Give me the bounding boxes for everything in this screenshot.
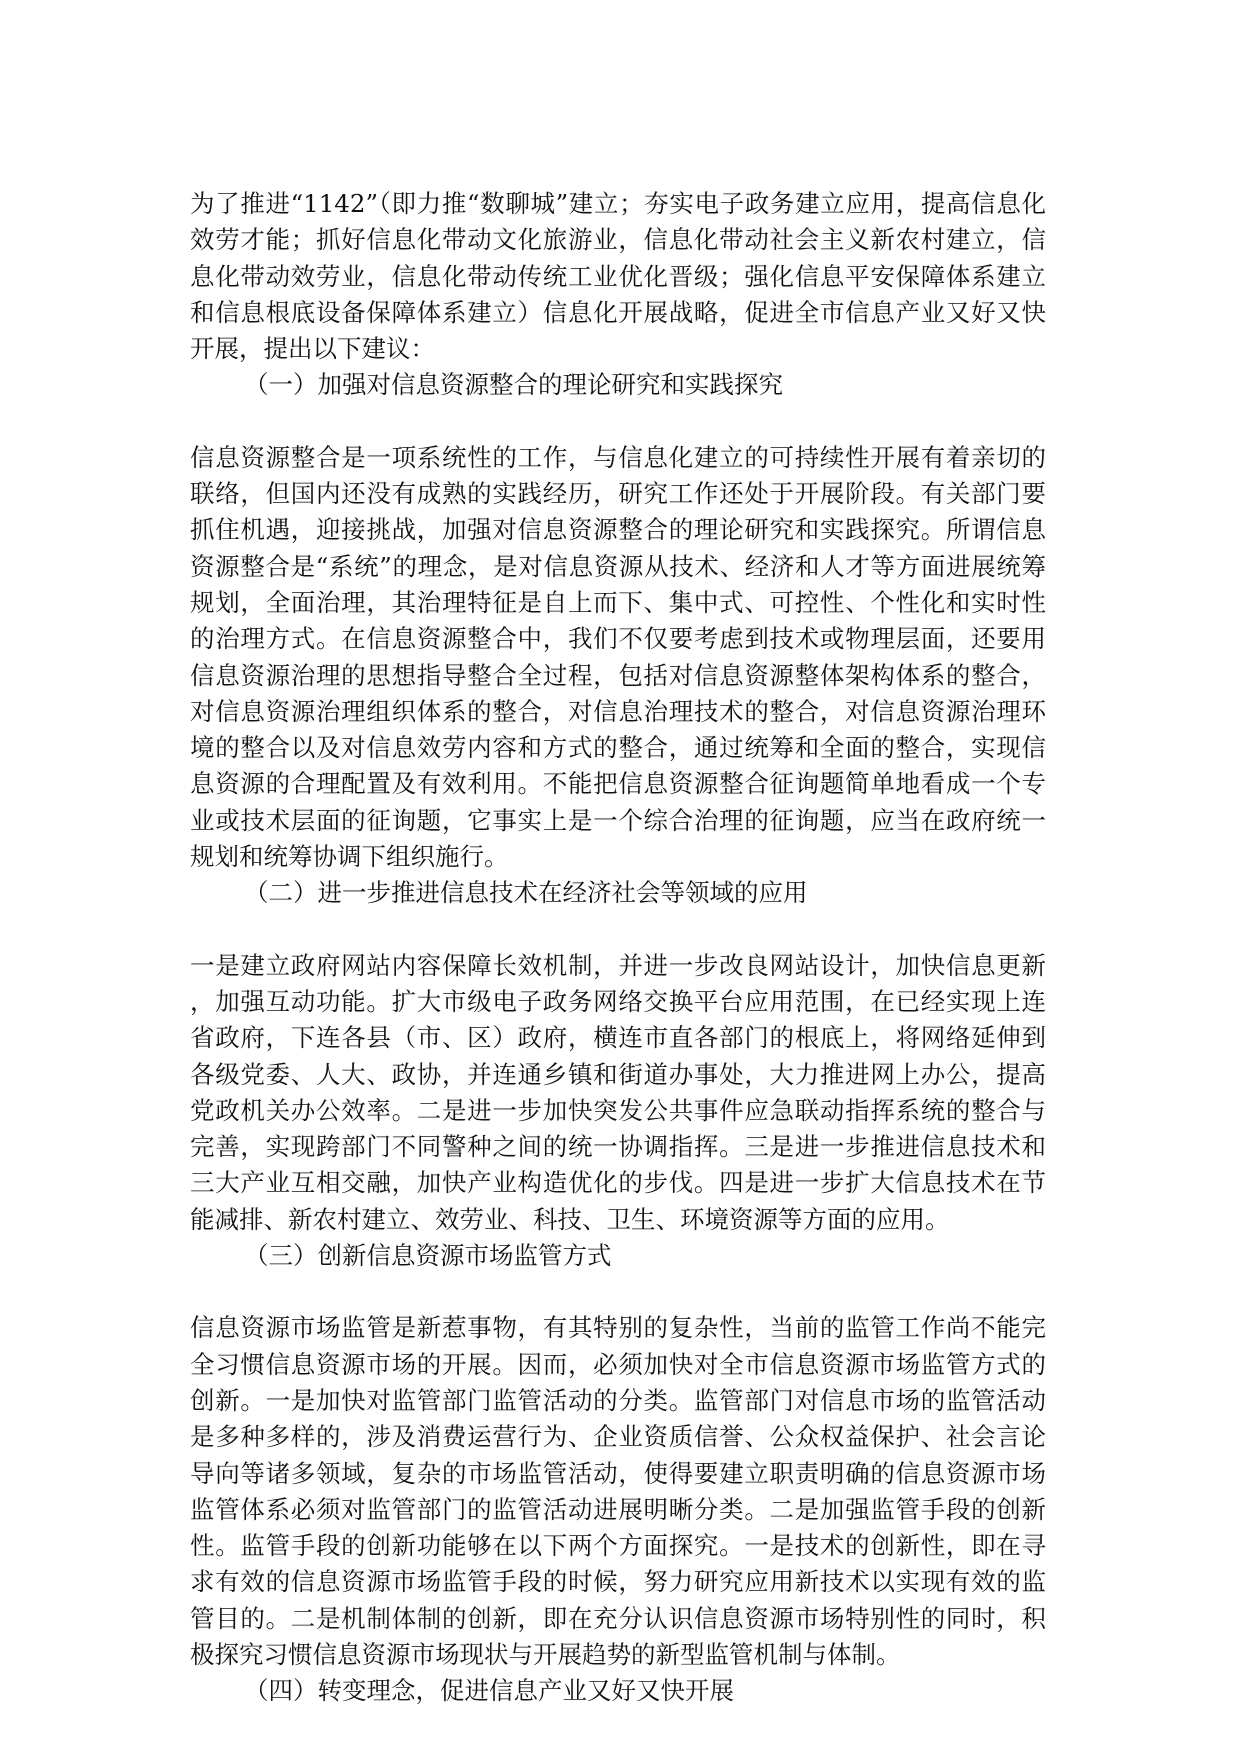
intro-paragraph: 为了推进“1142”（即力推“数聊城”建立；夯实电子政务建立应用，提高信息化效劳才能；抓好信息化带动文化旅游业，信息化带动社会主义新农村建立，信息化带动效劳业，信息化带动传统工业优化晋级；强化信息平安保障体系建立和信息根底设备保障体系建立）信息化开展战略，促进全市信息产业又好又快开展，提出以下建议： (190, 189, 1046, 364)
paragraph-gap (190, 912, 1046, 948)
section-3-heading: （三）创新信息资源市场监管方式 (244, 1241, 612, 1271)
section-4-heading: （四）转变理念，促进信息产业又好又快开展 (244, 1676, 734, 1706)
paragraph-gap (190, 1274, 1046, 1310)
section-1-heading: （一）加强对信息资源整合的理论研究和实践探究 (244, 370, 783, 400)
section-3-body: 信息资源市场监管是新惹事物，有其特别的复杂性，当前的监管工作尚不能完全习惯信息资源市场的开展。因而，必须加快对全市信息资源市场监管方式的创新。一是加快对监管部门监管活动的分类。监管部门对信息市场的监管活动是多种多样的，涉及消费运营行为、企业资质信誉、公众权益保护、社会言论导向等诸多领域，复杂的市场监管活动，使得要建立职责明确的信息资源市场监管体系必须对监管部门的监管活动进展明晰分类。二是加强监管手段的创新性。监管手段的创新功能够在以下两个方面探究。一是技术的创新性，即在寻求有效的信息资源市场监管手段的时候，努力研究应用新技术以实现有效的监管目的。二是机制体制的创新，即在充分认识信息资源市场特别性的同时，积极探究习惯信息资源市场现状与开展趋势的新型监管机制与体制。 (190, 1313, 1046, 1669)
document-body (190, 186, 1046, 1710)
section-2-body: 一是建立政府网站内容保障长效机制，并进一步改良网站设计，加快信息更新，加强互动功能。扩大市级电子政务网络交换平台应用范围，在已经实现上连省政府，下连各县（市、区）政府，横连市直各部门的根底上，将网络延伸到各级党委、人大、政协，并连通乡镇和街道办事处，大力推进网上办公，提高党政机关办公效率。二是进一步加快突发公共事件应急联动指挥系统的整合与完善，实现跨部门不同警种之间的统一协调指挥。三是进一步推进信息技术和三大产业互相交融，加快产业构造优化的步伐。四是进一步扩大信息技术在节能减排、新农村建立、效劳业、科技、卫生、环境资源等方面的应用。 (190, 950, 1046, 1234)
section-1-body: 信息资源整合是一项系统性的工作，与信息化建立的可持续性开展有着亲切的联络，但国内还没有成熟的实践经历，研究工作还处于开展阶段。有关部门要抓住机遇，迎接挑战，加强对信息资源整合的理论研究和实践探究。所谓信息资源整合是“系统”的理念，是对信息资源从技术、经济和人才等方面进展统筹规划，全面治理，其治理特征是自上而下、集中式、可控性、个性化和实时性的治理方式。在信息资源整合中，我们不仅要考虑到技术或物理层面，还要用信息资源治理的思想指导整合全过程，包括对信息资源整体架构体系的整合，对信息资源治理组织体系的整合，对信息治理技术的整合，对信息资源治理环境的整合以及对信息效劳内容和方式的整合，通过统筹和全面的整合，实现信息资源的合理配置及有效利用。不能把信息资源整合征询题简单地看成一个专业或技术层面的征询题，它事实上是一个综合治理的征询题，应当在政府统一规划和统筹协调下组织施行。 (190, 442, 1046, 872)
section-2-heading: （二）进一步推进信息技术在经济社会等领域的应用 (244, 878, 808, 908)
paragraph-gap (190, 404, 1046, 440)
